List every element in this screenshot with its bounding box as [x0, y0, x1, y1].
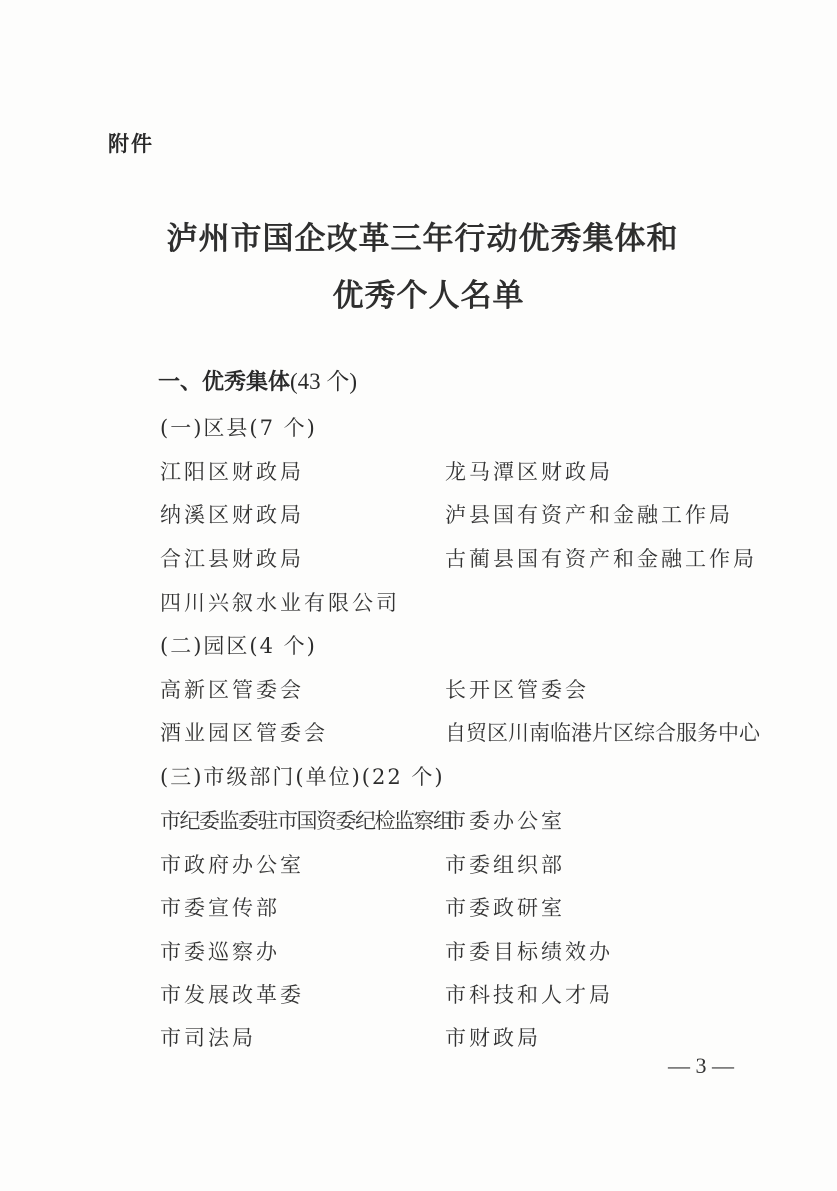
page-title-line-2: 优秀个人名单 [332, 278, 525, 314]
page-number: — 3 — [668, 1053, 734, 1078]
section-heading-excellent-collectives [158, 363, 357, 396]
section-heading-text: 一、优秀集体 [158, 370, 291, 395]
list-item: 市科技和人才局 [445, 983, 613, 1007]
list-item: 市委目标绩效办 [445, 940, 613, 964]
list-item: 市委宣传部 [160, 896, 280, 920]
list-item: 四川兴叙水业有限公司 [160, 591, 400, 615]
list-item: 市委政研室 [445, 896, 565, 920]
list-item: 市政府办公室 [160, 853, 304, 877]
list-item: 高新区管委会 [160, 678, 304, 702]
list-item: 泸县国有资产和金融工作局 [445, 503, 733, 527]
list-item: 市委组织部 [445, 853, 565, 877]
attachment-label: 附件 [108, 132, 154, 156]
section-count: (43 个) [290, 369, 358, 394]
list-item: 古蔺县国有资产和金融工作局 [445, 547, 757, 571]
list-item: 市委办公室 [445, 809, 565, 833]
list-item: 纳溪区财政局 [160, 503, 304, 527]
page-title-line-1: 泸州市国企改革三年行动优秀集体和 [166, 221, 679, 257]
list-item: 市财政局 [445, 1026, 541, 1050]
list-item: 酒业园区管委会 [160, 721, 328, 745]
list-item: 市司法局 [160, 1026, 256, 1050]
list-item: 龙马潭区财政局 [445, 460, 613, 484]
list-item: 市委巡察办 [160, 940, 280, 964]
list-item: 市发展改革委 [160, 983, 304, 1007]
list-item: 市纪委监委驻市国资委纪检监察组 [160, 809, 453, 833]
group-heading-districts: (一)区县(7 个) [160, 416, 317, 440]
list-item: 合江县财政局 [160, 547, 304, 571]
group-heading-parks: (二)园区(4 个) [160, 634, 317, 658]
list-item: 自贸区川南临港片区综合服务中心 [445, 721, 760, 745]
list-item: 长开区管委会 [445, 678, 589, 702]
list-item: 江阳区财政局 [160, 460, 304, 484]
group-heading-city-departments: (三)市级部门(单位)(22 个) [160, 765, 445, 789]
